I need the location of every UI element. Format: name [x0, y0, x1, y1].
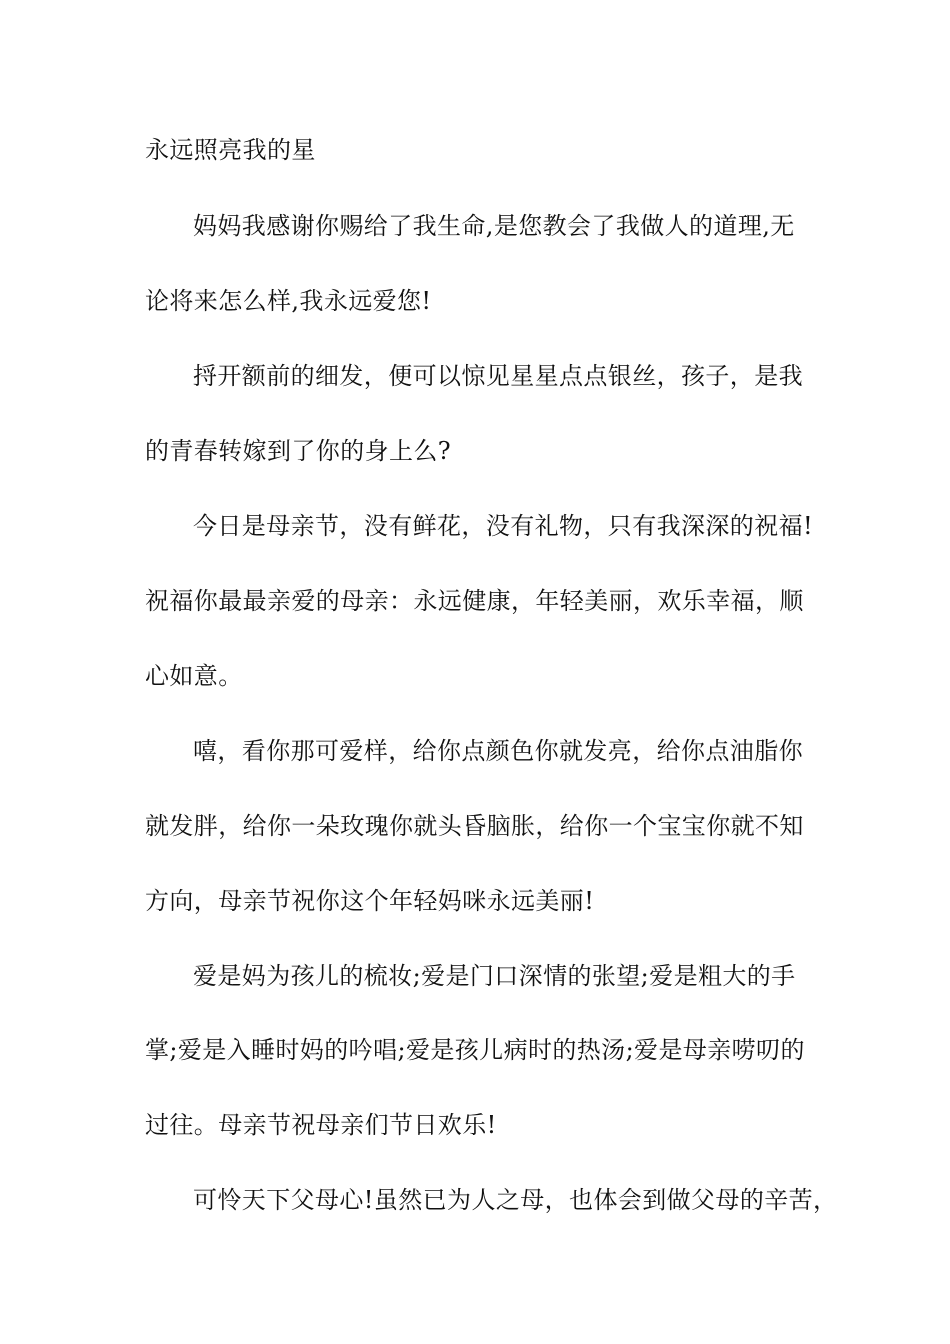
paragraph-1-line-2: 论将来怎么样,我永远爱您!	[145, 287, 432, 315]
paragraph-6-line-1: 可怜天下父母心!虽然已为人之母，也体会到做父母的辛苦，	[193, 1186, 838, 1214]
paragraph-1-line-1: 妈妈我感谢你赐给了我生命,是您教会了我做人的道理,无	[193, 212, 795, 240]
paragraph-4-line-1: 嘻，看你那可爱样，给你点颜色你就发亮，给你点油脂你	[193, 737, 803, 765]
paragraph-4-line-3: 方向，母亲节祝你这个年轻妈咪永远美丽!	[145, 887, 595, 915]
paragraph-5-line-2: 掌;爱是入睡时妈的吟唱;爱是孩儿病时的热汤;爱是母亲唠叨的	[145, 1036, 805, 1064]
paragraph-2-line-2: 的青春转嫁到了你的身上么?	[145, 437, 452, 465]
document-title: 永远照亮我的星	[145, 136, 316, 164]
paragraph-2-line-1: 捋开额前的细发，便可以惊见星星点点银丝，孩子，是我	[193, 362, 803, 390]
paragraph-3-line-2: 祝福你最最亲爱的母亲：永远健康，年轻美丽，欢乐幸福，顺	[145, 587, 804, 615]
paragraph-4-line-2: 就发胖，给你一朵玫瑰你就头昏脑胀，给你一个宝宝你就不知	[145, 812, 804, 840]
paragraph-3-line-1: 今日是母亲节，没有鲜花，没有礼物，只有我深深的祝福!	[193, 512, 814, 540]
paragraph-5-line-3: 过往。母亲节祝母亲们节日欢乐!	[145, 1111, 497, 1139]
paragraph-3-line-3: 心如意。	[145, 662, 243, 690]
paragraph-5-line-1: 爱是妈为孩儿的梳妆;爱是门口深情的张望;爱是粗大的手	[193, 962, 796, 990]
